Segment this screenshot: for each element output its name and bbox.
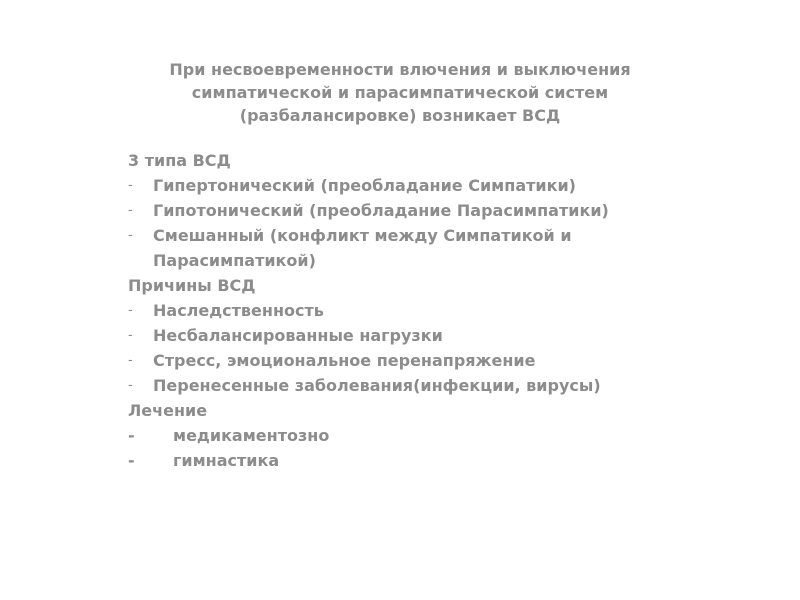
list-item	[128, 373, 688, 398]
slide-title	[100, 58, 700, 127]
list-item	[128, 173, 688, 198]
bullet-dash: -	[128, 178, 133, 193]
list-item	[128, 198, 688, 223]
types-heading: 3 типа ВСД	[128, 151, 231, 170]
bullet-dash: -	[128, 451, 135, 470]
list-item-text: медикаментозно	[173, 426, 330, 445]
list-item	[128, 223, 688, 273]
causes-heading: Причины ВСД	[128, 276, 256, 295]
list-item	[128, 323, 688, 348]
bullet-dash: -	[128, 378, 133, 393]
bullet-dash: -	[128, 353, 133, 368]
list-item-text: Гипертонический (преобладание Симпатики)	[153, 176, 576, 195]
title-line-1: При несвоевременности влючения и выключения	[169, 60, 631, 79]
list-item	[128, 448, 688, 473]
list-item-text: Наследственность	[153, 301, 324, 320]
list-item-text: Гипотонический (преобладание Парасимпатики)	[153, 201, 609, 220]
list-item	[128, 348, 688, 373]
list-item-text: Смешанный (конфликт между Симпатикой и	[153, 226, 572, 245]
list-item	[128, 423, 688, 448]
list-item-text-continued: Парасимпатикой)	[153, 251, 316, 270]
list-item	[128, 298, 688, 323]
bullet-dash: -	[128, 426, 135, 445]
bullet-dash: -	[128, 203, 133, 218]
slide-content	[128, 148, 688, 473]
title-line-2: симпатической и парасимпатической систем	[191, 83, 609, 102]
list-item-text: Несбалансированные нагрузки	[153, 326, 443, 345]
list-item-text: гимнастика	[173, 451, 280, 470]
bullet-dash: -	[128, 328, 133, 343]
list-item-text: Стресс, эмоциональное перенапряжение	[153, 351, 536, 370]
title-line-3: (разбалансировке) возникает ВСД	[239, 106, 561, 125]
bullet-dash: -	[128, 303, 133, 318]
bullet-dash: -	[128, 228, 133, 243]
treatment-heading: Лечение	[128, 401, 208, 420]
list-item-text: Перенесенные заболевания(инфекции, вирусы)	[153, 376, 601, 395]
